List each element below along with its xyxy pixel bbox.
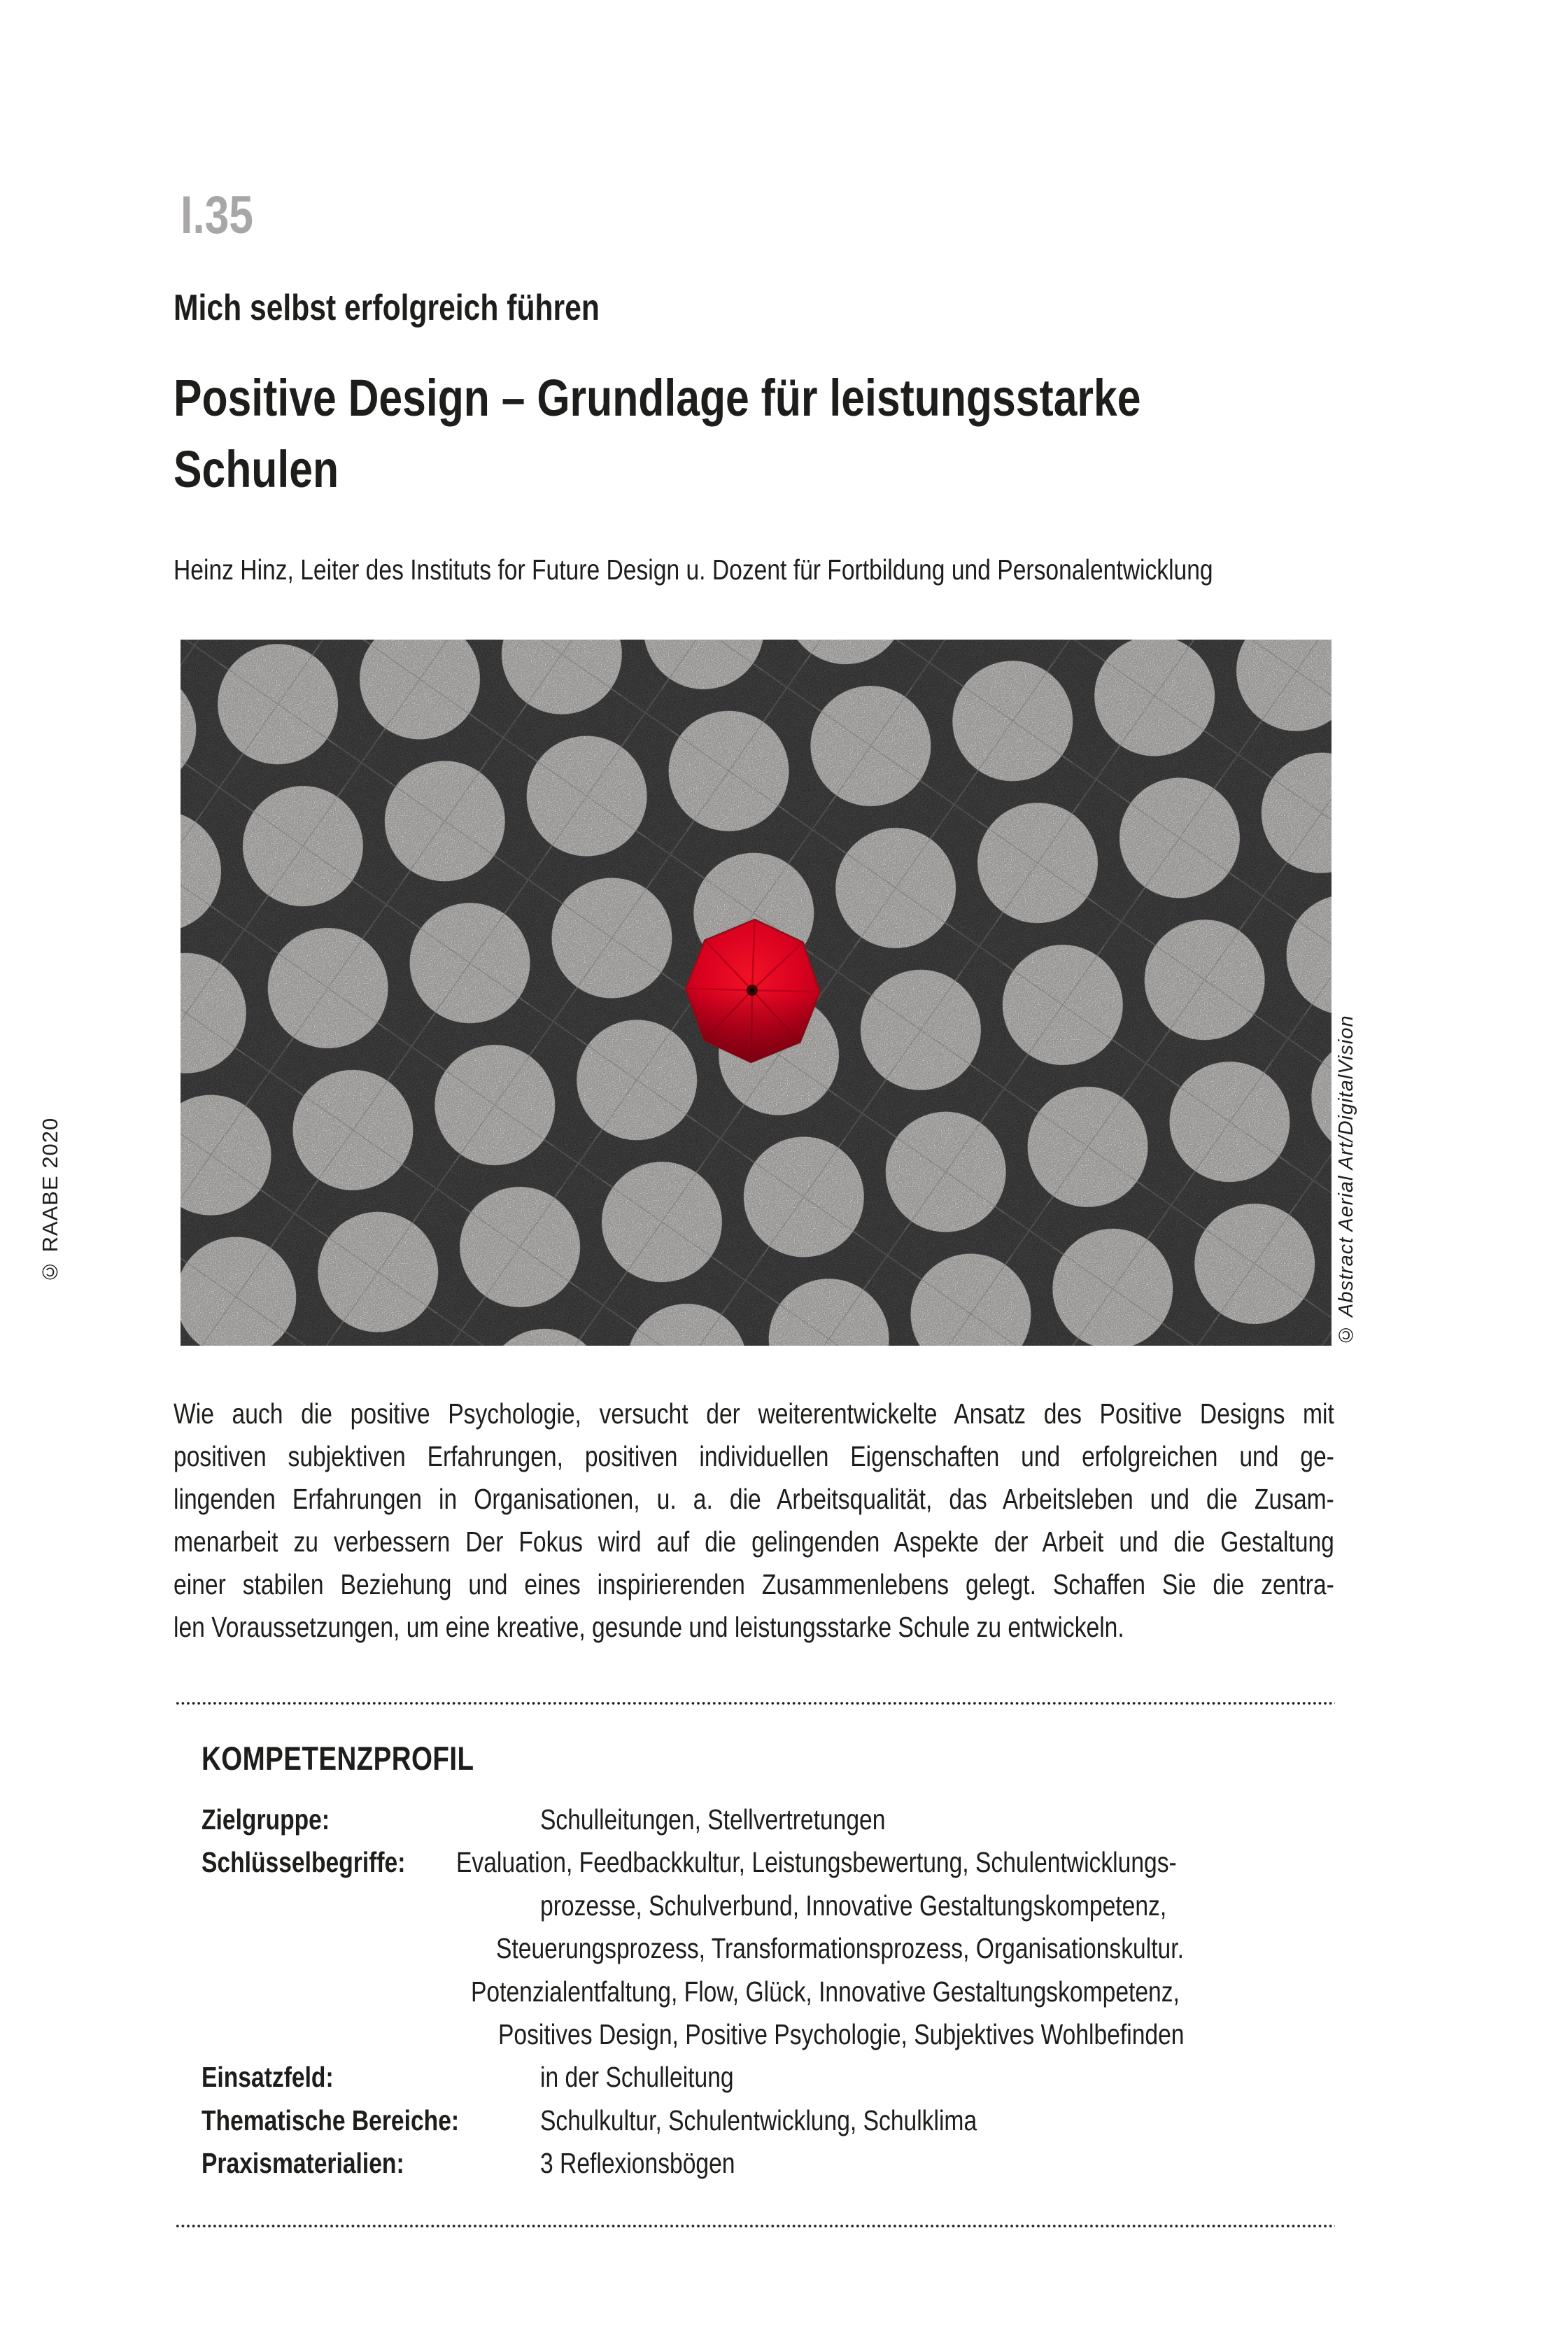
row-label-text: Einsatzfeld: (202, 2061, 334, 2094)
row-value (496, 1927, 1335, 1970)
row-label (202, 2099, 540, 2142)
side-copyright: © RAABE 2020 (38, 1117, 62, 1284)
table-row (202, 1798, 1335, 1841)
hero-image (181, 640, 1332, 1346)
row-value (456, 1841, 1335, 1884)
row-value (540, 1885, 1335, 1927)
row-value-text: Evaluation, Feedbackkultur, Leistungsbewertung, Schulentwicklungs- (456, 1846, 1177, 1879)
table-row (202, 1971, 1335, 2013)
section-number-text: I.35 (181, 185, 253, 245)
row-label-text: Praxismaterialien: (202, 2147, 404, 2180)
table-row (202, 2099, 1335, 2142)
row-label-text: Thematische Bereiche: (202, 2104, 460, 2136)
row-label (202, 2013, 498, 2056)
row-value (540, 2056, 1335, 2099)
row-label (202, 1841, 456, 1884)
intro-line: lingenden Erfahrungen in Organisationen, u. a. die Arbeitsqualität, das Arbeitsleben und die Zusam- (174, 1483, 1334, 1515)
row-value-text: 3 Reflexionsbögen (540, 2147, 735, 2180)
row-value (540, 1798, 1335, 1841)
table-row (202, 2013, 1335, 2056)
intro-line: einer stabilen Beziehung und eines inspirierenden Zusammenlebens gelegt. Schaffen Sie die zentra- (174, 1568, 1334, 1600)
row-value-text: in der Schulleitung (540, 2061, 734, 2094)
intro-line: Wie auch die positive Psychologie, versucht der weiterentwickelte Ansatz des Positive Designs mit (174, 1397, 1334, 1430)
page-title (174, 362, 1353, 505)
row-value-text: Positives Design, Positive Psychologie, Subjektives Wohlbefinden (498, 2017, 1185, 2050)
kompetenzprofil-table (202, 1798, 1335, 2185)
table-row (202, 1841, 1335, 1884)
row-value (540, 2142, 1335, 2185)
row-label-text: Zielgruppe: (202, 1803, 330, 1836)
intro-paragraph (174, 1393, 1334, 1649)
kompetenzprofil-heading (202, 1737, 534, 1780)
intro-line: positiven subjektiven Erfahrungen, positiven individuellen Eigenschaften und erfolgreichen und ge- (174, 1440, 1334, 1472)
row-value (471, 1971, 1335, 2013)
author-text: Heinz Hinz, Leiter des Instituts for Future Design u. Dozent für Fortbildung und Personalentwicklung (174, 554, 1213, 586)
row-value-text: Schulleitungen, Stellvertretungen (540, 1803, 886, 1836)
dotted-divider-bottom (175, 2224, 1335, 2228)
row-value-text: Steuerungsprozess, Transformationsprozess, Organisationskultur. (496, 1932, 1185, 1965)
row-label (202, 1798, 540, 1841)
table-row (202, 2056, 1335, 2099)
row-label-text: Schlüsselbegriffe: (202, 1846, 406, 1879)
table-row (202, 1885, 1335, 1927)
row-value-text: Potenzialentfaltung, Flow, Glück, Innovative Gestaltungskompetenz, (470, 1975, 1180, 2008)
intro-line: len Voraussetzungen, um eine kreative, gesunde und leistungsstarke Schule zu entwickeln. (174, 1611, 1124, 1643)
kicker-text: Mich selbst erfolgreich führen (174, 288, 600, 328)
page-title-line2: Schulen (174, 440, 339, 498)
intro-line: menarbeit zu verbessern Der Fokus wird auf die gelingenden Aspekte der Arbeit und die Gestaltung (174, 1526, 1334, 1558)
row-label (202, 1885, 540, 1927)
row-value (498, 2013, 1335, 2056)
author-line (174, 551, 1441, 588)
row-value-text: prozesse, Schulverbund, Innovative Gestaltungskompetenz, (540, 1889, 1167, 1922)
row-label (202, 2056, 540, 2099)
row-label (202, 1971, 471, 2013)
row-label (202, 2142, 540, 2185)
section-number (181, 185, 269, 245)
image-credit: © Abstract Aerial Art/DigitalVision (1335, 1015, 1357, 1346)
table-row (202, 1927, 1335, 1970)
page-title-line1: Positive Design – Grundlage für leistungsstarke (174, 369, 1141, 427)
dotted-divider-top (175, 1701, 1335, 1705)
row-value (540, 2099, 1335, 2142)
row-value-text: Schulkultur, Schulentwicklung, Schulklima (540, 2104, 977, 2136)
kicker-heading (174, 287, 693, 329)
kompetenzprofil-heading-text: KOMPETENZPROFIL (202, 1740, 474, 1777)
row-label (202, 1927, 496, 1970)
table-row (202, 2142, 1335, 2185)
